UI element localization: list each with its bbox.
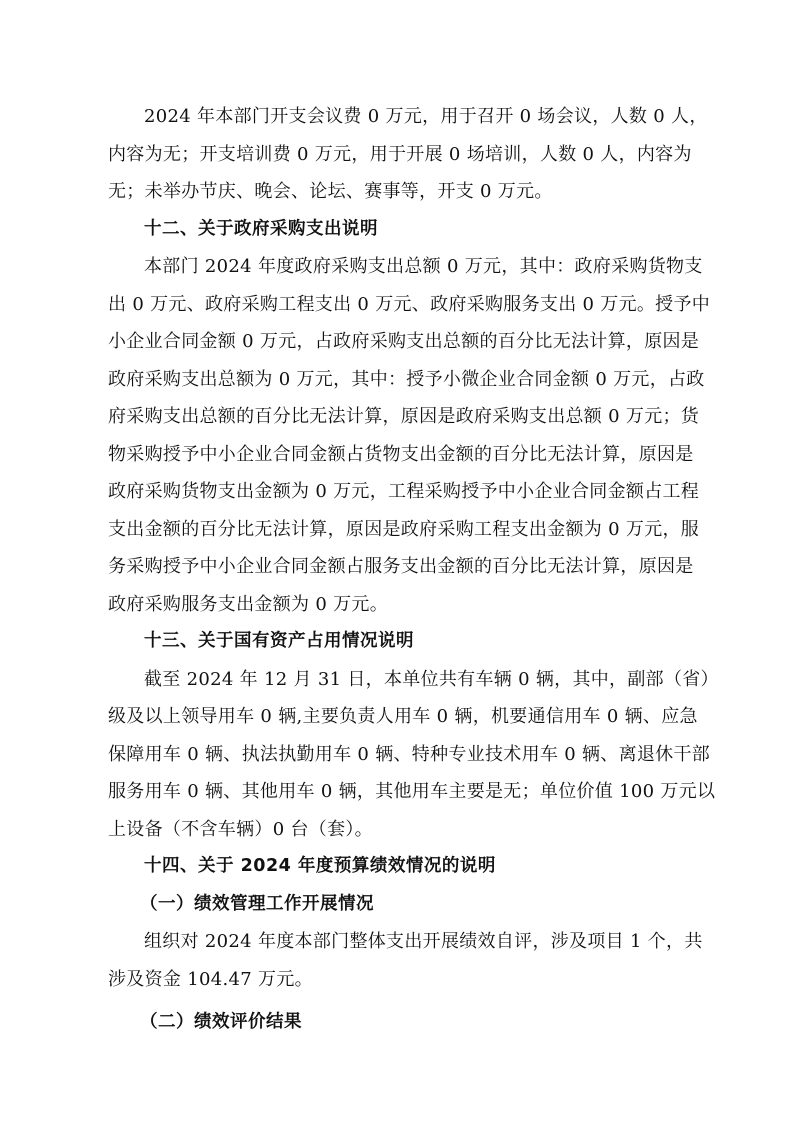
section-12-heading: 十二、关于政府采购支出说明 [144,218,378,239]
paragraph-line: 务采购授予中小企业合同金额占服务支出金额的百分比无法计算，原因是 [108,556,694,577]
paragraph-line: 上设备（不含车辆）0 台（套）。 [108,818,373,840]
section-12-paragraph [108,248,711,623]
paragraph-line: 截至 2024 年 12 月 31 日，本单位共有车辆 0 辆，其中，副部（省） [144,668,719,690]
paragraph-line: 政府采购支出总额为 0 万元，其中：授予小微企业合同金额 0 万元，占政 [108,368,705,390]
paragraph-line: 政府采购货物支出金额为 0 万元，工程采购授予中小企业合同金额占工程 [108,481,700,502]
paragraph-line: 支出金额的百分比无法计算，原因是政府采购工程支出金额为 0 万元，服 [108,518,700,540]
intro-paragraph [108,98,708,211]
paragraph-line: 小企业合同金额 0 万元，占政府采购支出总额的百分比无法计算，原因是 [108,331,700,352]
paragraph-line: 内容为无；开支培训费 0 万元，用于开展 0 场培训，人数 0 人，内容为 [108,143,692,165]
paragraph-line: 保障用车 0 辆、执法执勤用车 0 辆、特种专业技术用车 0 辆、离退休干部 [108,743,711,765]
paragraph-line: 出 0 万元、政府采购工程支出 0 万元、政府采购服务支出 0 万元。授予中 [108,293,711,315]
paragraph-line: 物采购授予中小企业合同金额占货物支出金额的百分比无法计算，原因是 [108,443,694,465]
paragraph-line: 本部门 2024 年度政府采购支出总额 0 万元，其中：政府采购货物支 [144,256,703,277]
paragraph-line: 政府采购服务支出金额为 0 万元。 [108,593,388,615]
paragraph-line: 2024 年本部门开支会议费 0 万元，用于召开 0 场会议，人数 0 人， [144,106,708,127]
paragraph-line: 涉及资金 104.47 万元。 [108,968,313,990]
paragraph-line: 组织对 2024 年度本部门整体支出开展绩效自评，涉及项目 1 个，共 [144,931,703,952]
paragraph-line: 服务用车 0 辆、其他用车 0 辆，其他用车主要是无；单位价值 100 万元以 [108,781,716,802]
section-13-heading: 十三、关于国有资产占用情况说明 [144,631,414,651]
paragraph-line: 无；未举办节庆、晚会、论坛、赛事等，开支 0 万元。 [108,181,553,202]
section-13-paragraph [108,661,719,849]
section-14-heading: 十四、关于 2024 年度预算绩效情况的说明 [144,856,496,876]
section-14-sub-1-paragraph [108,923,703,998]
paragraph-line: 府采购支出总额的百分比无法计算，原因是政府采购支出总额 0 万元；货 [108,406,700,427]
document-page [108,98,719,1042]
section-14-sub-1-heading: （一）绩效管理工作开展情况 [140,893,374,914]
section-14-sub-2-heading: （二）绩效评价结果 [140,1012,302,1032]
paragraph-line: 级及以上领导用车 0 辆,主要负责人用车 0 辆，机要通信用车 0 辆、应急 [108,706,698,727]
